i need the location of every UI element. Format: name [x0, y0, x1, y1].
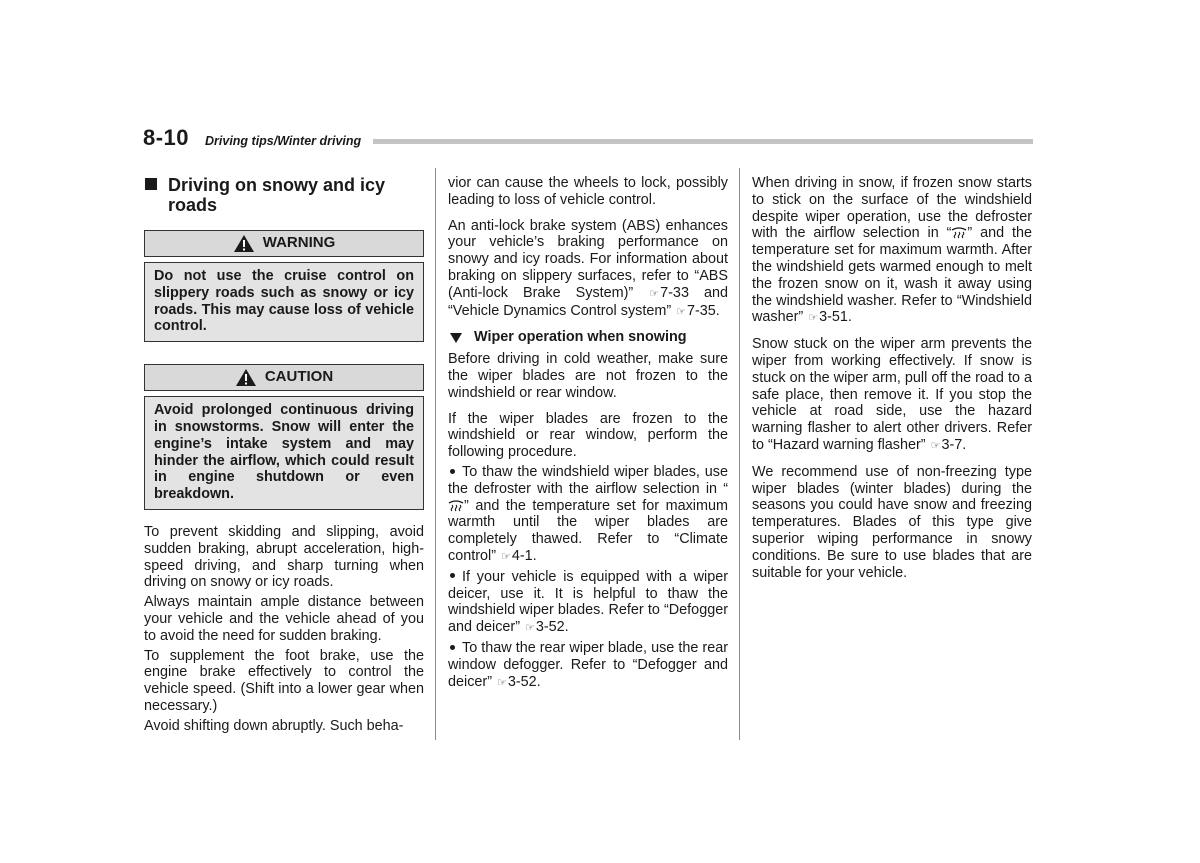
- paragraph: Avoid shifting down abruptly. Such beha-: [144, 717, 404, 734]
- text: To thaw the windshield wiper blades, use the defroster with the airflow selection in “: [448, 463, 728, 497]
- page-reference: 3-52.: [535, 619, 569, 636]
- page-reference-icon: ☞: [501, 550, 511, 563]
- page-reference: 7-33: [660, 284, 689, 301]
- page-reference: 3-51.: [819, 309, 852, 326]
- paragraph: vior can cause the wheels to lock, possibly leading to loss of vehicle control.: [448, 175, 728, 208]
- caution-label: CAUTION: [264, 368, 334, 386]
- sub-heading-text: Wiper operation when snowing: [474, 329, 687, 346]
- text: An anti-lock brake system (ABS) enhances your vehicle’s braking performance on snowy and icy roads. For information about braking on slippery surfaces, refer to “ABS (Anti-lock Brake System)”: [448, 217, 728, 301]
- warning-header: [144, 230, 424, 257]
- paragraph: To supplement the foot brake, use the engine brake effectively to control the vehicle speed. (Shift into a lower gear when necessary.): [144, 647, 424, 714]
- paragraph: [752, 336, 1032, 455]
- text: Snow stuck on the wiper arm prevents the wiper from working effectively. If snow is stuck on the wiper arm, pull off the road to a safe place, then remove it. If you stop the vehicle at road side, use the hazard warning flasher to alert other drivers. Refer to “Hazard warning flasher”: [752, 336, 1032, 453]
- down-triangle-icon: [450, 333, 462, 343]
- text: To thaw the rear wiper blade, use the rear window defogger. Refer to “Defogger and deicer”: [448, 639, 728, 690]
- page-reference-icon: ☞: [808, 312, 819, 325]
- paragraph: If the wiper blades are frozen to the windshield or rear window, perform the following procedure.: [448, 410, 728, 461]
- page-reference: 4-1.: [511, 547, 537, 564]
- defroster-airflow-icon: [448, 499, 464, 512]
- paragraph: To prevent skidding and slipping, avoid sudden braking, abrupt acceleration, high-speed driving, and sharp turning when driving on snowy or icy roads.: [144, 523, 424, 591]
- header-rule: [373, 139, 1033, 144]
- text: ” and the temperature set for maximum warmth. After the windshield gets warmed enough to melt the frozen snow on it, wash it away using the windshield washer. Refer to “Windshield washer”: [752, 225, 1032, 326]
- section-heading: [144, 175, 424, 215]
- bullet-icon: [450, 645, 455, 650]
- page-reference-icon: ☞: [649, 287, 660, 300]
- bullet-item: [448, 640, 728, 691]
- defroster-airflow-icon: [951, 226, 967, 239]
- section-title: Driving on snowy and icy roads: [168, 175, 386, 215]
- page-reference-icon: ☞: [676, 305, 686, 318]
- section-square-icon: [145, 178, 157, 190]
- text: ” and the temperature set for maximum warmth until the wiper blades are completely thawed. Refer to “Climate control”: [448, 497, 728, 564]
- text: If your vehicle is equipped with a wiper deicer, use it. It is helpful to thaw the windshield wiper blades. Refer to “Defogger and deicer”: [448, 568, 728, 636]
- page-reference: 3-52.: [507, 673, 541, 690]
- column-divider: [739, 168, 740, 740]
- caution-header: [144, 364, 424, 391]
- paragraph-abs: [448, 218, 728, 321]
- page-reference-icon: ☞: [930, 439, 941, 452]
- paragraph: Always maintain ample distance between your vehicle and the vehicle ahead of you to avoid the need for sudden braking.: [144, 594, 424, 644]
- column-2: [448, 175, 728, 694]
- text: When driving in snow, if frozen snow starts to stick on the surface of the windshield despite wiper operation, use the defroster with the airflow selection in “: [752, 175, 1032, 242]
- page-reference-icon: ☞: [497, 676, 507, 689]
- bullet-icon: [450, 469, 455, 474]
- caution-triangle-icon: [235, 368, 257, 387]
- caution-notice: [144, 364, 424, 510]
- warning-text: Do not use the cruise control on slippery roads such as snowy or icy roads. This may cause loss of vehicle control.: [144, 262, 424, 342]
- column-divider: [435, 168, 436, 740]
- text: and “Vehicle Dynamics Control system”: [448, 284, 729, 319]
- paragraph: We recommend use of non-freezing type wiper blades (winter blades) during the seasons you could have snow and freezing temperatures. Blades of this type give superior wiping performance in snowy conditions. Be sure to use blades that are suitable for your vehicle.: [752, 463, 1032, 581]
- paragraph: [752, 175, 1032, 327]
- page-reference: 3-7.: [941, 436, 967, 453]
- page-reference: 7-35.: [687, 302, 720, 319]
- page-number: 8-10: [143, 125, 190, 150]
- bullet-icon: [450, 573, 455, 578]
- bullet-item: [448, 464, 728, 566]
- sub-heading: [448, 329, 728, 346]
- caution-text: Avoid prolonged continuous driving in snowstorms. Snow will enter the engine’s intake system and may hinder the airflow, which could result in engine shutdown or even breakdown.: [144, 396, 424, 510]
- paragraph: Before driving in cold weather, make sure the wiper blades are not frozen to the windshield or rear window.: [448, 351, 728, 401]
- page-reference-icon: ☞: [525, 622, 535, 635]
- header-section-title: Driving tips/Winter driving: [205, 134, 362, 148]
- page-header: [143, 125, 1033, 151]
- warning-label: WARNING: [262, 234, 336, 252]
- warning-triangle-icon: [233, 234, 255, 253]
- warning-notice: [144, 230, 424, 342]
- column-3: [752, 175, 1032, 590]
- column-1: [144, 175, 424, 738]
- bullet-item: [448, 569, 728, 637]
